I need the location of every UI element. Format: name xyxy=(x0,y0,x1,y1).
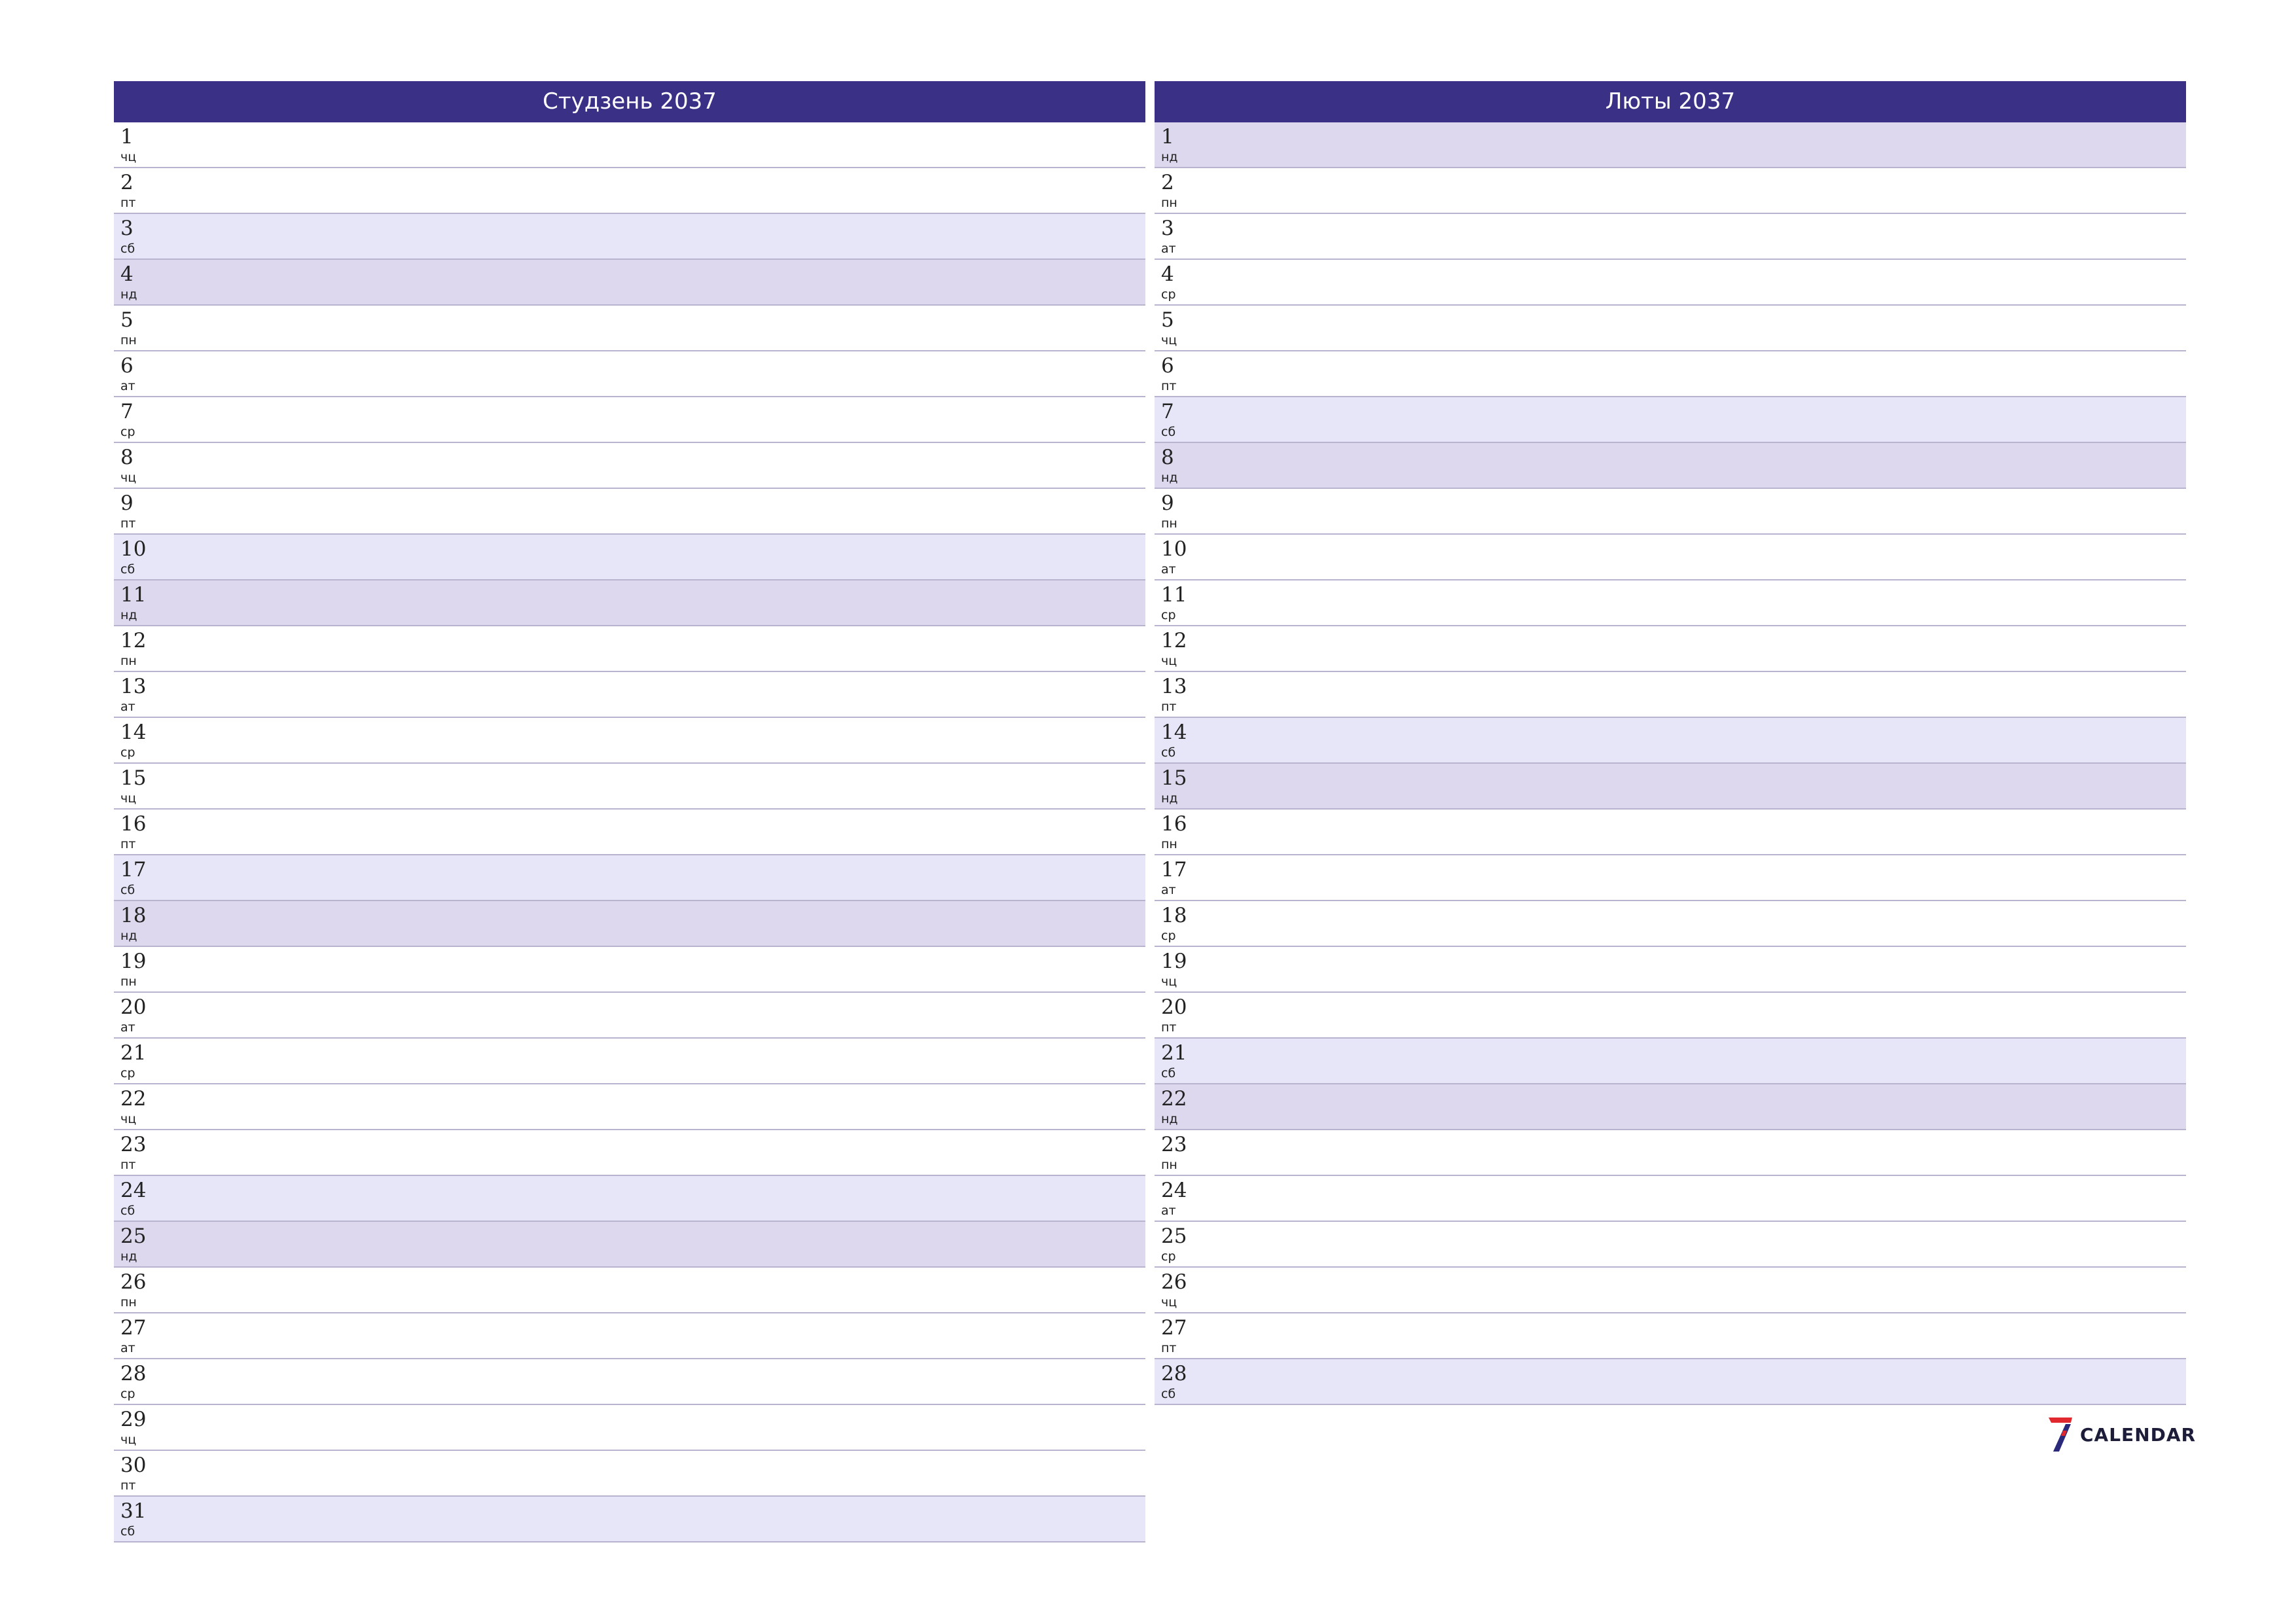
day-row xyxy=(114,443,1145,489)
day-of-week: чц xyxy=(1161,974,1177,989)
day-row xyxy=(114,718,1145,764)
day-row xyxy=(1155,810,2186,855)
day-row xyxy=(114,1268,1145,1313)
day-of-week: нд xyxy=(120,287,137,302)
day-of-week: пн xyxy=(120,654,137,668)
day-row xyxy=(1155,1313,2186,1359)
day-row xyxy=(1155,947,2186,993)
day-of-week: пн xyxy=(1161,1158,1177,1172)
day-row xyxy=(1155,672,2186,718)
day-row xyxy=(1155,718,2186,764)
day-number: 2 xyxy=(1161,171,1174,194)
day-number: 13 xyxy=(120,675,147,698)
day-row xyxy=(1155,1084,2186,1130)
day-number: 4 xyxy=(120,262,134,286)
day-row xyxy=(1155,443,2186,489)
day-of-week: сб xyxy=(1161,425,1176,439)
day-row xyxy=(1155,306,2186,351)
day-of-week: чц xyxy=(120,1112,137,1126)
day-row xyxy=(114,489,1145,535)
day-of-week: ср xyxy=(1161,929,1176,943)
day-number: 19 xyxy=(1161,950,1187,973)
day-number: 15 xyxy=(1161,766,1187,790)
day-of-week: пн xyxy=(1161,516,1177,531)
day-number: 10 xyxy=(120,537,147,561)
day-row xyxy=(114,1451,1145,1497)
day-of-week: сб xyxy=(120,1524,135,1539)
day-of-week: нд xyxy=(120,608,137,622)
seven-logo-icon xyxy=(2046,1416,2073,1453)
day-number: 7 xyxy=(120,400,134,423)
day-number: 24 xyxy=(1161,1179,1187,1202)
day-of-week: пт xyxy=(120,516,136,531)
day-of-week: пн xyxy=(120,974,137,989)
day-row xyxy=(114,810,1145,855)
day-of-week: сб xyxy=(1161,1066,1176,1080)
day-number: 9 xyxy=(120,491,134,515)
day-of-week: нд xyxy=(1161,791,1178,806)
day-list xyxy=(1155,122,2186,1405)
day-number: 28 xyxy=(120,1362,147,1385)
day-of-week: ат xyxy=(1161,562,1176,577)
day-number: 24 xyxy=(120,1179,147,1202)
day-number: 9 xyxy=(1161,491,1174,515)
day-of-week: ср xyxy=(1161,1249,1176,1264)
day-row xyxy=(114,535,1145,580)
day-row xyxy=(114,764,1145,810)
day-of-week: пт xyxy=(120,196,136,210)
day-row xyxy=(1155,1268,2186,1313)
day-row xyxy=(114,1039,1145,1084)
day-number: 6 xyxy=(120,354,134,378)
day-number: 11 xyxy=(1161,583,1187,607)
day-number: 18 xyxy=(1161,904,1187,927)
day-row xyxy=(114,397,1145,443)
day-of-week: ат xyxy=(120,379,135,393)
day-of-week: сб xyxy=(1161,745,1176,760)
day-of-week: ат xyxy=(1161,241,1176,256)
day-row xyxy=(114,1497,1145,1543)
day-of-week: чц xyxy=(120,1433,137,1447)
day-number: 17 xyxy=(120,858,147,882)
day-number: 31 xyxy=(120,1499,147,1523)
day-of-week: чц xyxy=(1161,654,1177,668)
day-number: 23 xyxy=(120,1133,147,1156)
day-row xyxy=(114,901,1145,947)
day-list xyxy=(114,122,1145,1543)
day-number: 22 xyxy=(120,1087,147,1111)
day-row xyxy=(114,1313,1145,1359)
day-number: 7 xyxy=(1161,400,1174,423)
day-of-week: ат xyxy=(1161,883,1176,897)
day-number: 12 xyxy=(1161,629,1187,652)
day-number: 23 xyxy=(1161,1133,1187,1156)
day-number: 2 xyxy=(120,171,134,194)
day-number: 5 xyxy=(120,308,134,332)
day-row xyxy=(1155,580,2186,626)
day-row xyxy=(1155,901,2186,947)
day-row xyxy=(1155,1222,2186,1268)
day-of-week: пт xyxy=(120,1478,136,1493)
day-row xyxy=(1155,122,2186,168)
day-of-week: нд xyxy=(1161,471,1178,485)
day-row xyxy=(1155,214,2186,260)
day-number: 11 xyxy=(120,583,147,607)
day-row xyxy=(1155,260,2186,306)
day-number: 5 xyxy=(1161,308,1174,332)
day-of-week: сб xyxy=(120,1204,135,1218)
day-number: 14 xyxy=(1161,721,1187,744)
day-of-week: ат xyxy=(120,700,135,714)
day-number: 21 xyxy=(1161,1041,1187,1065)
day-number: 15 xyxy=(120,766,147,790)
day-number: 20 xyxy=(120,995,147,1019)
day-number: 16 xyxy=(1161,812,1187,836)
day-number: 10 xyxy=(1161,537,1187,561)
day-row xyxy=(114,1130,1145,1176)
day-of-week: пт xyxy=(120,837,136,851)
day-number: 4 xyxy=(1161,262,1174,286)
day-row xyxy=(114,351,1145,397)
day-number: 25 xyxy=(120,1224,147,1248)
day-of-week: нд xyxy=(1161,150,1178,164)
day-of-week: пн xyxy=(120,1295,137,1310)
day-of-week: чц xyxy=(120,791,137,806)
day-number: 21 xyxy=(120,1041,147,1065)
day-number: 28 xyxy=(1161,1362,1187,1385)
day-row xyxy=(114,214,1145,260)
day-of-week: чц xyxy=(1161,1295,1177,1310)
day-number: 6 xyxy=(1161,354,1174,378)
day-row xyxy=(114,672,1145,718)
day-row xyxy=(1155,351,2186,397)
day-row xyxy=(114,1405,1145,1451)
day-row xyxy=(1155,1130,2186,1176)
day-number: 30 xyxy=(120,1454,147,1477)
day-of-week: ат xyxy=(120,1341,135,1355)
day-row xyxy=(114,306,1145,351)
day-of-week: нд xyxy=(1161,1112,1178,1126)
day-of-week: ср xyxy=(120,425,135,439)
day-row xyxy=(114,122,1145,168)
day-row xyxy=(114,1084,1145,1130)
day-of-week: пн xyxy=(120,333,137,348)
day-of-week: нд xyxy=(120,1249,137,1264)
day-of-week: чц xyxy=(1161,333,1177,348)
day-row xyxy=(1155,764,2186,810)
day-of-week: ср xyxy=(1161,287,1176,302)
day-of-week: пт xyxy=(120,1158,136,1172)
day-row xyxy=(1155,397,2186,443)
day-row xyxy=(114,993,1145,1039)
day-of-week: ср xyxy=(120,745,135,760)
day-row xyxy=(114,626,1145,672)
day-row xyxy=(114,260,1145,306)
day-row xyxy=(1155,993,2186,1039)
day-row xyxy=(114,947,1145,993)
day-of-week: нд xyxy=(120,929,137,943)
day-of-week: чц xyxy=(120,150,137,164)
day-number: 1 xyxy=(120,125,134,149)
day-number: 8 xyxy=(1161,446,1174,469)
brand-logo xyxy=(2046,1416,2196,1453)
month-january xyxy=(114,81,1145,1543)
day-number: 13 xyxy=(1161,675,1187,698)
day-number: 3 xyxy=(120,217,134,240)
day-number: 16 xyxy=(120,812,147,836)
day-number: 18 xyxy=(120,904,147,927)
day-row xyxy=(114,855,1145,901)
day-number: 17 xyxy=(1161,858,1187,882)
day-of-week: ср xyxy=(120,1066,135,1080)
day-row xyxy=(114,580,1145,626)
day-number: 29 xyxy=(120,1408,147,1431)
day-row xyxy=(1155,1176,2186,1222)
day-of-week: пн xyxy=(1161,196,1177,210)
day-row xyxy=(1155,1039,2186,1084)
day-row xyxy=(1155,855,2186,901)
day-of-week: пт xyxy=(1161,379,1177,393)
day-number: 26 xyxy=(1161,1270,1187,1294)
day-row xyxy=(114,168,1145,214)
day-of-week: ат xyxy=(1161,1204,1176,1218)
day-of-week: сб xyxy=(120,883,135,897)
day-of-week: ат xyxy=(120,1020,135,1035)
day-number: 22 xyxy=(1161,1087,1187,1111)
day-of-week: пт xyxy=(1161,1341,1177,1355)
day-row xyxy=(1155,489,2186,535)
day-of-week: ср xyxy=(1161,608,1176,622)
day-number: 20 xyxy=(1161,995,1187,1019)
day-number: 25 xyxy=(1161,1224,1187,1248)
day-of-week: пт xyxy=(1161,1020,1177,1035)
day-number: 26 xyxy=(120,1270,147,1294)
day-of-week: сб xyxy=(1161,1387,1176,1401)
day-number: 27 xyxy=(1161,1316,1187,1340)
day-of-week: сб xyxy=(120,241,135,256)
logo-text: CALENDAR xyxy=(2080,1423,2197,1446)
day-number: 8 xyxy=(120,446,134,469)
day-row xyxy=(1155,168,2186,214)
day-number: 19 xyxy=(120,950,147,973)
day-row xyxy=(114,1222,1145,1268)
day-row xyxy=(1155,535,2186,580)
day-number: 12 xyxy=(120,629,147,652)
day-of-week: ср xyxy=(120,1387,135,1401)
day-row xyxy=(114,1176,1145,1222)
day-number: 27 xyxy=(120,1316,147,1340)
month-title: Люты 2037 xyxy=(1155,81,2186,122)
day-number: 1 xyxy=(1161,125,1174,149)
day-of-week: пн xyxy=(1161,837,1177,851)
day-of-week: сб xyxy=(120,562,135,577)
day-row xyxy=(1155,626,2186,672)
month-february xyxy=(1155,81,2186,1405)
day-number: 14 xyxy=(120,721,147,744)
month-title: Студзень 2037 xyxy=(114,81,1145,122)
day-of-week: пт xyxy=(1161,700,1177,714)
day-number: 3 xyxy=(1161,217,1174,240)
day-row xyxy=(114,1359,1145,1405)
day-of-week: чц xyxy=(120,471,137,485)
day-row xyxy=(1155,1359,2186,1405)
